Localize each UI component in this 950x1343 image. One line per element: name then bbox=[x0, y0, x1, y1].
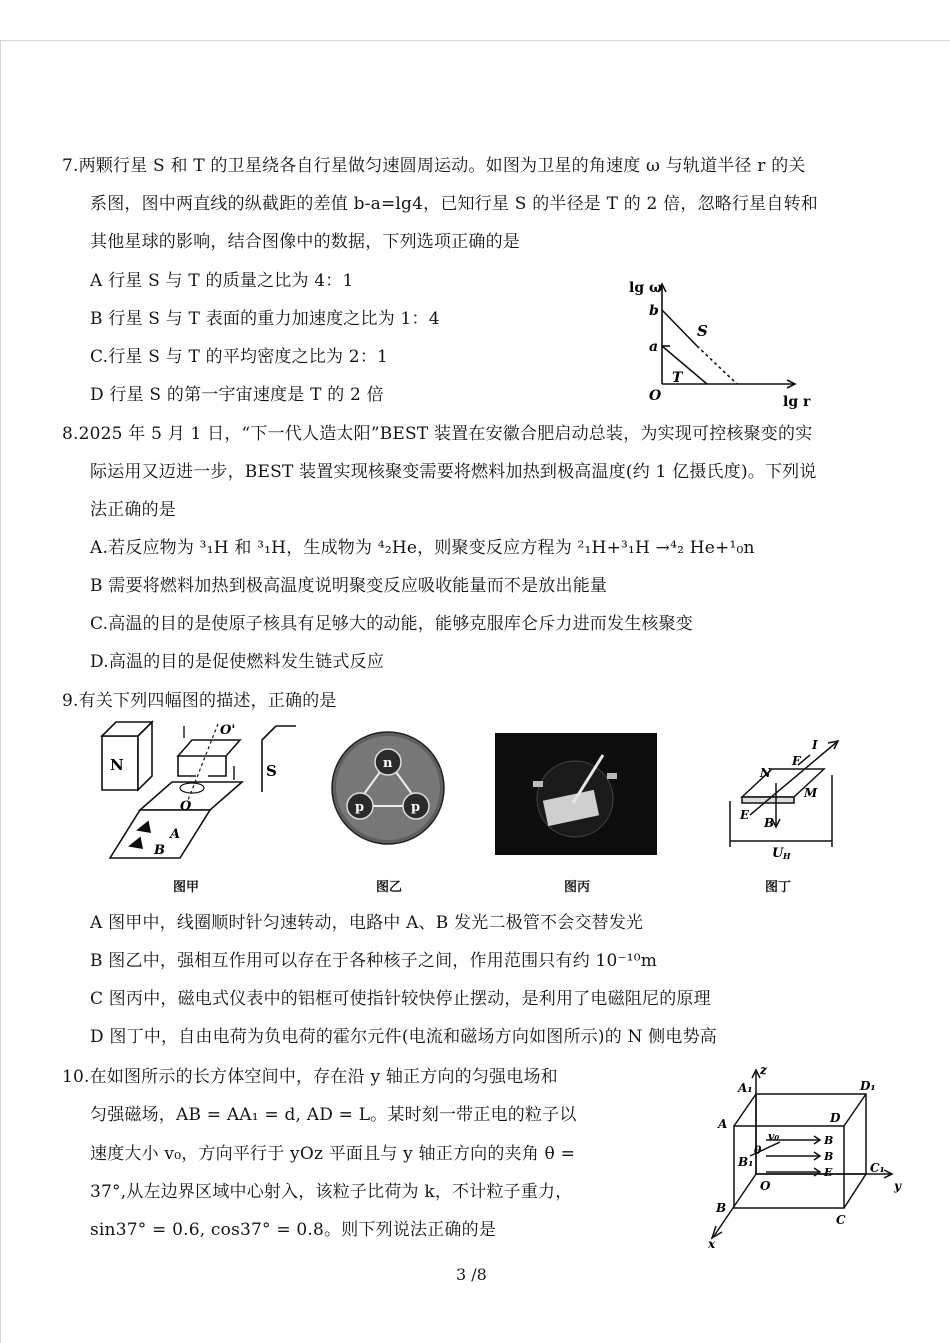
figure-label-ding: 图丁 bbox=[765, 880, 792, 895]
label-e-field: E bbox=[824, 1166, 833, 1179]
q7-option-c: C.行星 S 与 T 的平均密度之比为 2：1 bbox=[90, 347, 389, 367]
q9-option-c: C 图丙中，磁电式仪表中的铝框可使指针较快停止摆动，是利用了电磁阻尼的原理 bbox=[90, 989, 711, 1009]
label-n: n bbox=[383, 756, 393, 771]
figure-label-yi: 图乙 bbox=[376, 880, 403, 895]
figure-jia bbox=[100, 718, 300, 866]
label-s: S bbox=[266, 762, 277, 780]
figure-label-jia: 图甲 bbox=[173, 880, 200, 895]
label-m: M bbox=[804, 786, 818, 800]
q7-line-1: 7.两颗行星 S 和 T 的卫星绕各自行星做匀速圆周运动。如图为卫星的角速度 ω 与轨道半径 r 的关 bbox=[62, 156, 806, 176]
figure-label-bing: 图丙 bbox=[564, 880, 591, 895]
q10-box-diagram bbox=[700, 1062, 910, 1252]
label-y: y bbox=[894, 1179, 901, 1193]
label-b: B bbox=[154, 843, 165, 858]
label-origin: O bbox=[649, 388, 662, 404]
q7-line-2: 系图，图中两直线的纵截距的差值 b-a=lg4，已知行星 S 的半径是 T 的 2 倍，忽略行星自转和 bbox=[90, 194, 818, 214]
y-axis-label: lg ω bbox=[629, 280, 663, 296]
q7-line-3: 其他星球的影响，结合图像中的数据，下列选项正确的是 bbox=[90, 232, 520, 252]
label-b1: B₁ bbox=[738, 1155, 754, 1169]
label-n: N bbox=[110, 756, 124, 774]
label-e: E bbox=[740, 808, 750, 822]
coil-left bbox=[178, 756, 196, 776]
label-o: O bbox=[760, 1179, 771, 1193]
label-d1: D₁ bbox=[860, 1079, 876, 1093]
label-f: F bbox=[792, 754, 801, 768]
label-c1: C₁ bbox=[870, 1161, 885, 1175]
label-p-left: p bbox=[355, 800, 365, 815]
label-theta: θ bbox=[754, 1144, 762, 1157]
label-x: x bbox=[708, 1237, 716, 1251]
label-u: U bbox=[772, 846, 784, 860]
edge-a1a bbox=[734, 1094, 756, 1126]
edge-c1c bbox=[844, 1174, 866, 1208]
label-c: C bbox=[836, 1213, 846, 1227]
label-a: A bbox=[718, 1117, 728, 1131]
q8-option-d: D.高温的目的是促使燃料发生链式反应 bbox=[90, 652, 385, 672]
line-s-solid bbox=[662, 310, 697, 346]
q10-line-5: sin37° = 0.6, cos37° = 0.8。则下列说法正确的是 bbox=[90, 1220, 497, 1240]
figure-ding bbox=[720, 735, 850, 860]
label-o-prime: O' bbox=[220, 723, 236, 738]
label-p-right: p bbox=[411, 800, 421, 815]
q7-option-a: A 行星 S 与 T 的质量之比为 4：1 bbox=[90, 271, 354, 291]
label-n: N bbox=[760, 766, 771, 780]
q8-option-a: A.若反应物为 ³₁H 和 ³₁H，生成物为 ⁴₂He，则聚变反应方程为 ²₁H+³₁H →⁴₂ He+¹₀n bbox=[90, 538, 755, 558]
figure-yi bbox=[330, 730, 446, 846]
magnet-s-edge bbox=[262, 726, 276, 792]
pole-right bbox=[607, 773, 617, 779]
q7-option-b: B 行星 S 与 T 表面的重力加速度之比为 1：4 bbox=[90, 309, 440, 329]
label-b-field-1: B bbox=[824, 1134, 834, 1147]
label-a: A bbox=[170, 827, 181, 842]
page-number: 3 /8 bbox=[456, 1265, 487, 1284]
line-t bbox=[662, 346, 707, 384]
label-d: D bbox=[830, 1111, 841, 1125]
label-i: I bbox=[812, 738, 818, 752]
figure-bing bbox=[495, 733, 657, 855]
x-axis-label: lg r bbox=[783, 394, 811, 410]
q10-line-4: 37°,从左边界区域中心射入，该粒子比荷为 k，不计粒子重力， bbox=[90, 1182, 573, 1202]
label-b-field-2: B bbox=[824, 1150, 834, 1163]
label-o: O bbox=[180, 799, 192, 814]
coil-right bbox=[208, 756, 226, 776]
label-b: b bbox=[649, 303, 659, 319]
q9-option-d: D 图丁中，自由电荷为负电荷的霍尔元件(电流和磁场方向如图所示)的 N 侧电势高 bbox=[90, 1027, 717, 1047]
label-u-sub: H bbox=[783, 851, 791, 860]
label-s: S bbox=[697, 322, 708, 340]
line-s-dashed bbox=[697, 346, 737, 384]
q10-line-1: 10.在如图所示的长方体空间中，存在沿 y 轴正方向的匀强电场和 bbox=[62, 1067, 558, 1087]
q9-line: 9.有关下列四幅图的描述，正确的是 bbox=[62, 691, 337, 711]
q8-line-3: 法正确的是 bbox=[90, 500, 176, 520]
q9-option-a: A 图甲中，线圈顺时针匀速转动，电路中 A、B 发光二极管不会交替发光 bbox=[90, 913, 644, 933]
label-a: a bbox=[649, 339, 659, 355]
q9-option-b: B 图乙中，强相互作用可以存在于各种核子之间，作用范围只有约 10⁻¹⁰m bbox=[90, 951, 658, 971]
q8-option-c: C.高温的目的是使原子核具有足够大的动能，能够克服库仑斥力进而发生核聚变 bbox=[90, 614, 694, 634]
q8-line-1: 8.2025 年 5 月 1 日，“下一代人造太阳”BEST 装置在安徽合肥启动总装，为实现可控核聚变的实 bbox=[62, 424, 813, 444]
q7-graph bbox=[625, 272, 815, 412]
q10-line-2: 匀强磁场，AB = AA₁ = d, AD = L。某时刻一带正电的粒子以 bbox=[90, 1105, 577, 1125]
label-t: T bbox=[672, 370, 683, 386]
pole-left bbox=[533, 781, 543, 787]
q10-line-3: 速度大小 v₀，方向平行于 yOz 平面且与 y 轴正方向的夹角 θ = bbox=[90, 1144, 576, 1164]
edge-d1d bbox=[844, 1094, 866, 1126]
q7-option-d: D 行星 S 的第一宇宙速度是 T 的 2 倍 bbox=[90, 385, 384, 405]
q8-option-b: B 需要将燃料加热到极高温度说明聚变反应吸收能量而不是放出能量 bbox=[90, 576, 608, 596]
label-z: z bbox=[760, 1063, 767, 1077]
label-v0: v₀ bbox=[768, 1130, 780, 1143]
label-b: B bbox=[716, 1201, 727, 1215]
label-a1: A₁ bbox=[738, 1081, 753, 1095]
q8-line-2: 际运用又迈进一步，BEST 装置实现核聚变需要将燃料加热到极高温度(约 1 亿摄氏度)。下列说 bbox=[90, 462, 817, 482]
label-b: B bbox=[764, 816, 775, 830]
